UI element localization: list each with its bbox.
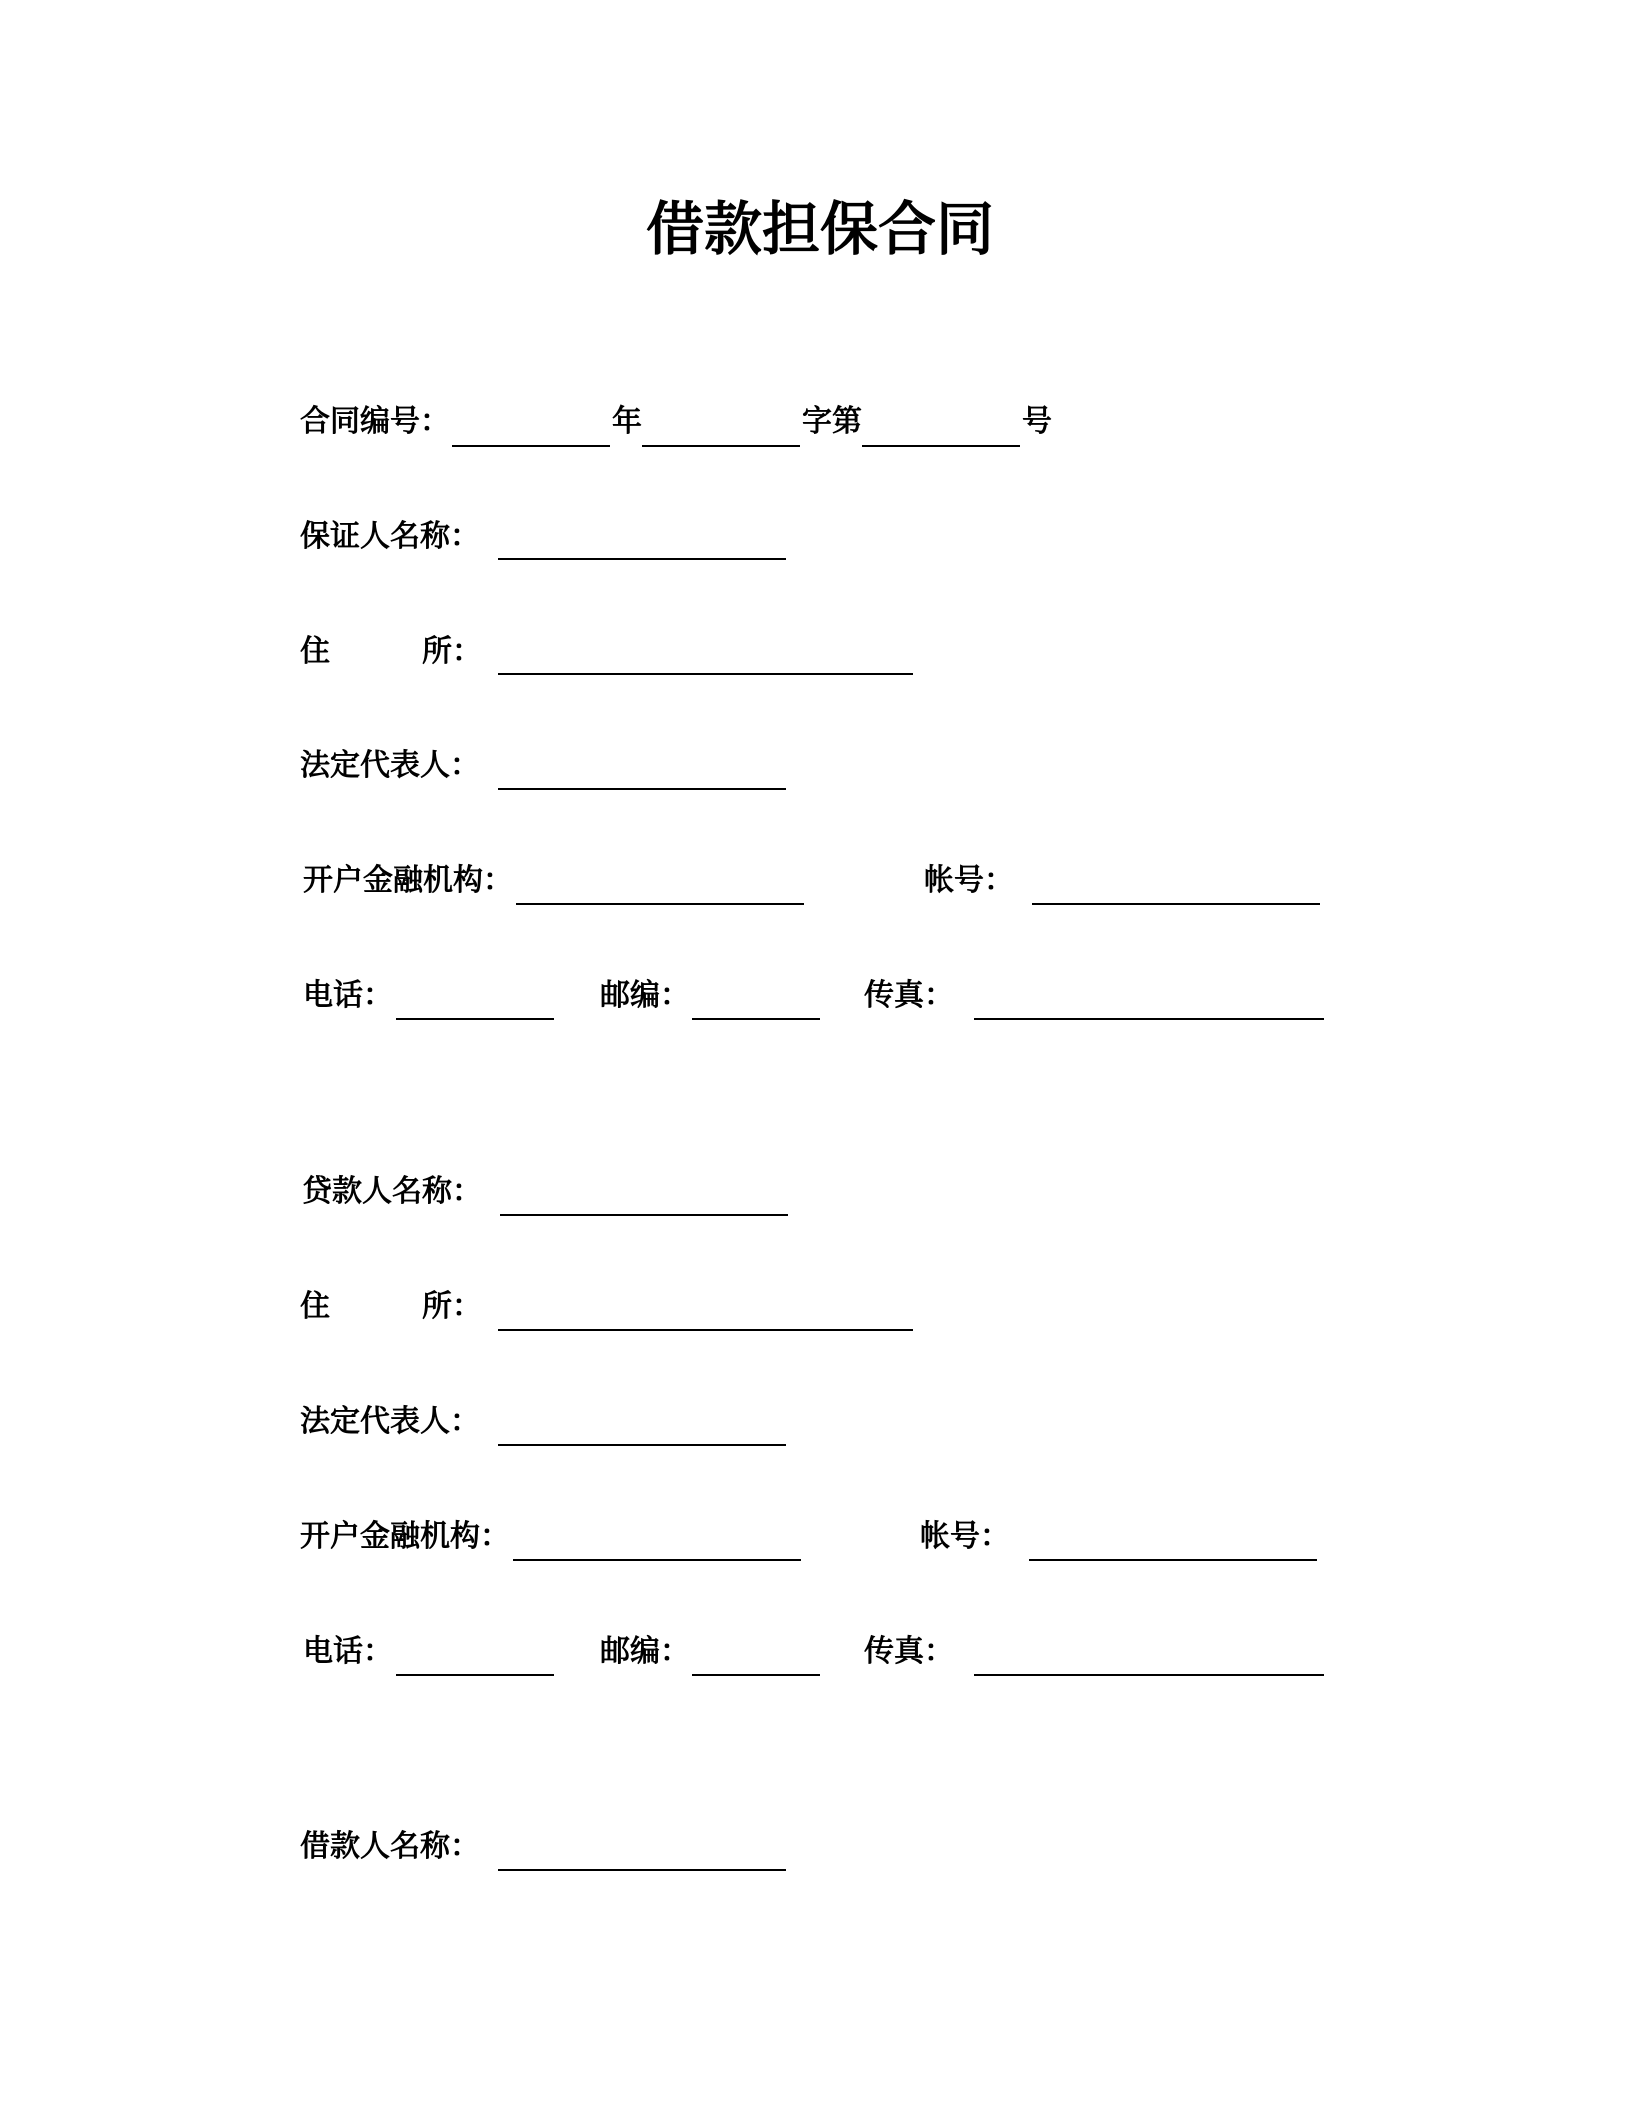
guarantor-phone-label: 电话： xyxy=(303,978,393,1013)
borrower-name-label: 借款人名称： xyxy=(300,1829,480,1864)
guarantor-name-label: 保证人名称： xyxy=(300,519,480,554)
lender-address-label-2: 所： xyxy=(422,1289,482,1324)
guarantor-fax-label: 传真： xyxy=(864,978,954,1013)
lender-account-label: 帐号： xyxy=(920,1519,1010,1554)
lender-address-field[interactable] xyxy=(498,1329,913,1331)
guarantor-postcode-label: 邮编： xyxy=(600,978,690,1013)
lender-name-label: 贷款人名称： xyxy=(302,1174,482,1209)
guarantor-bank-label: 开户金融机构： xyxy=(303,863,513,898)
guarantor-address-field[interactable] xyxy=(498,673,913,675)
guarantor-legal-rep-field[interactable] xyxy=(498,788,786,790)
guarantor-address-label-1: 住 xyxy=(300,634,330,669)
guarantor-name-field[interactable] xyxy=(498,558,786,560)
guarantor-account-field[interactable] xyxy=(1032,903,1320,905)
contract-number-field[interactable] xyxy=(862,445,1020,447)
lender-legal-rep-field[interactable] xyxy=(498,1444,786,1446)
lender-name-field[interactable] xyxy=(500,1214,788,1216)
lender-bank-field[interactable] xyxy=(513,1559,801,1561)
contract-year-field[interactable] xyxy=(452,445,610,447)
guarantor-legal-rep-label: 法定代表人： xyxy=(300,748,480,783)
guarantor-postcode-field[interactable] xyxy=(692,1018,820,1020)
guarantor-fax-field[interactable] xyxy=(974,1018,1324,1020)
lender-postcode-label: 邮编： xyxy=(600,1634,690,1669)
guarantor-address-label-2: 所： xyxy=(422,634,482,669)
lender-address-label-1: 住 xyxy=(300,1289,330,1324)
lender-legal-rep-label: 法定代表人： xyxy=(300,1404,480,1439)
contract-number-suffix: 号 xyxy=(1022,404,1052,439)
guarantor-account-label: 帐号： xyxy=(924,863,1014,898)
borrower-name-field[interactable] xyxy=(498,1869,786,1871)
lender-fax-field[interactable] xyxy=(974,1674,1324,1676)
contract-year-label: 年 xyxy=(612,404,642,439)
contract-word-field[interactable] xyxy=(642,445,800,447)
guarantor-phone-field[interactable] xyxy=(396,1018,554,1020)
lender-fax-label: 传真： xyxy=(864,1634,954,1669)
lender-postcode-field[interactable] xyxy=(692,1674,820,1676)
lender-phone-label: 电话： xyxy=(303,1634,393,1669)
lender-bank-label: 开户金融机构： xyxy=(300,1519,510,1554)
contract-word-no-label: 字第 xyxy=(802,404,862,439)
document-title: 借款担保合同 xyxy=(646,195,995,263)
lender-phone-field[interactable] xyxy=(396,1674,554,1676)
guarantor-bank-field[interactable] xyxy=(516,903,804,905)
lender-account-field[interactable] xyxy=(1029,1559,1317,1561)
contract-number-label: 合同编号： xyxy=(300,404,450,439)
